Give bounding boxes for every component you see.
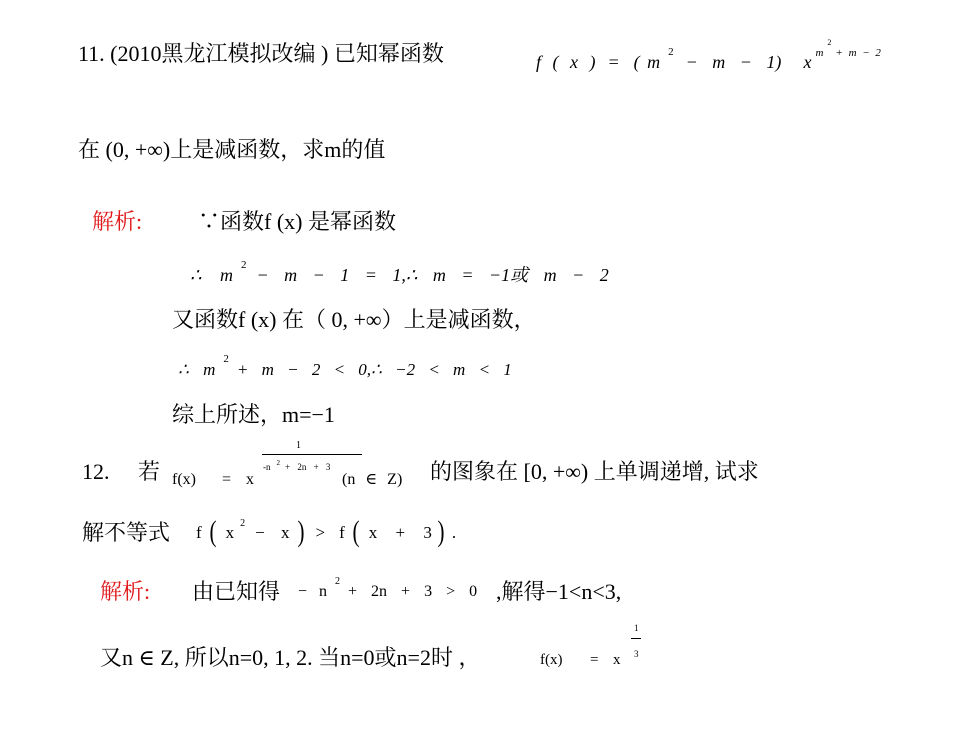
equals-sign: = [222, 471, 232, 488]
power-function-formula [536, 38, 881, 72]
formula-lhs: f ( x ) [536, 52, 596, 72]
step-2-lead: ∴ m [190, 265, 233, 285]
exponent-m: m [815, 47, 824, 59]
solution-label: 解析: [100, 579, 151, 604]
solution-step-4 [178, 353, 512, 379]
final-function-formula [540, 622, 650, 672]
equals-sign: = [607, 52, 620, 72]
ineq-argument-right: x + 3 [368, 522, 432, 542]
solution-result: ,解得−1<n<3, [496, 579, 622, 604]
fraction-bar [262, 454, 362, 455]
coefficient-square: 2 [668, 46, 674, 58]
solution-condition-formula [298, 576, 478, 600]
ineq-minus-x: − x [255, 522, 290, 542]
ineq-square: 2 [240, 518, 246, 529]
solution-final-text: 又n ∈ Z, 所以n=0, 1, 2. 当n=0或n=2时 ， [100, 645, 481, 670]
ineq-f-left: f [196, 522, 202, 542]
step-4-rest: + m − 2 < 0,∴ −2 < m < 1 [236, 360, 512, 379]
problem-12-if: 若 [138, 459, 161, 484]
formula-base: x [803, 52, 812, 72]
ineq-period: . [451, 522, 457, 542]
problem-12-task: 解不等式 [82, 520, 171, 545]
final-function-base: x [613, 652, 621, 668]
exponent-numerator: 1 [296, 440, 301, 451]
ineq-close-paren-right: ) [437, 515, 445, 548]
condition-rest: + 2n + 3 > 0 [348, 583, 478, 600]
solution-label: 解析: [92, 209, 143, 234]
solution-step-1: ∵函数f (x) 是幂函数 [198, 209, 396, 234]
denominator-square: 2 [276, 459, 280, 467]
solution-conclusion: 综上所述，m=−1 [172, 402, 335, 427]
function-lhs: f(x) [172, 471, 196, 488]
final-exponent-denominator: 3 [634, 649, 639, 659]
fraction-bar [631, 638, 641, 639]
solution-known: 由已知得 [192, 579, 281, 604]
problem-12-number: 12. [82, 459, 110, 484]
exponent-square: 2 [827, 38, 832, 47]
equals-sign: = [590, 652, 599, 668]
final-exponent-numerator: 1 [634, 623, 639, 633]
coefficient-open: ( m [633, 52, 661, 72]
step-2-square: 2 [240, 259, 247, 271]
ineq-x: x [225, 522, 235, 542]
problem-11-condition: 在 (0, +∞)上是减函数，求m的值 [78, 137, 386, 162]
step-2-rest: − m − 1 = 1,∴ m = −1或 m − 2 [256, 265, 609, 285]
exponent-rest: + m − 2 [835, 47, 881, 59]
problem-12-stem-rest: 的图象在 [0, +∞) 上单调递增, 试求 [430, 459, 759, 484]
exponent-denominator [263, 459, 331, 472]
step-4-lead: ∴ m [178, 360, 216, 379]
ineq-f-right: f [339, 522, 345, 542]
inequality-formula [196, 515, 456, 549]
final-function-lhs: f(x) [540, 652, 563, 668]
function-domain: (n ∈ Z) [342, 471, 403, 488]
ineq-close-paren-left: ) [297, 515, 305, 548]
condition-lead: − n [298, 583, 328, 600]
formula-exponent [815, 38, 881, 59]
solution-step-2 [190, 259, 609, 285]
denominator-lead: -n [263, 462, 271, 472]
coefficient-rest: − m − 1) [685, 52, 782, 72]
ineq-open-paren-left: ( [209, 515, 217, 548]
solution-step-3: 又函数f (x) 在（ 0, +∞）上是减函数， [172, 307, 536, 332]
problem-11-stem: 11. (2010黑龙江模拟改编 ) 已知幂函数 [78, 41, 444, 66]
ineq-open-paren-right: ( [352, 515, 360, 548]
denominator-rest: + 2n + 3 [285, 462, 331, 472]
condition-square: 2 [335, 576, 341, 587]
problem-12-function [170, 440, 415, 492]
function-base: x [246, 471, 254, 488]
ineq-greater-than: > [315, 522, 326, 542]
step-4-square: 2 [223, 353, 229, 365]
